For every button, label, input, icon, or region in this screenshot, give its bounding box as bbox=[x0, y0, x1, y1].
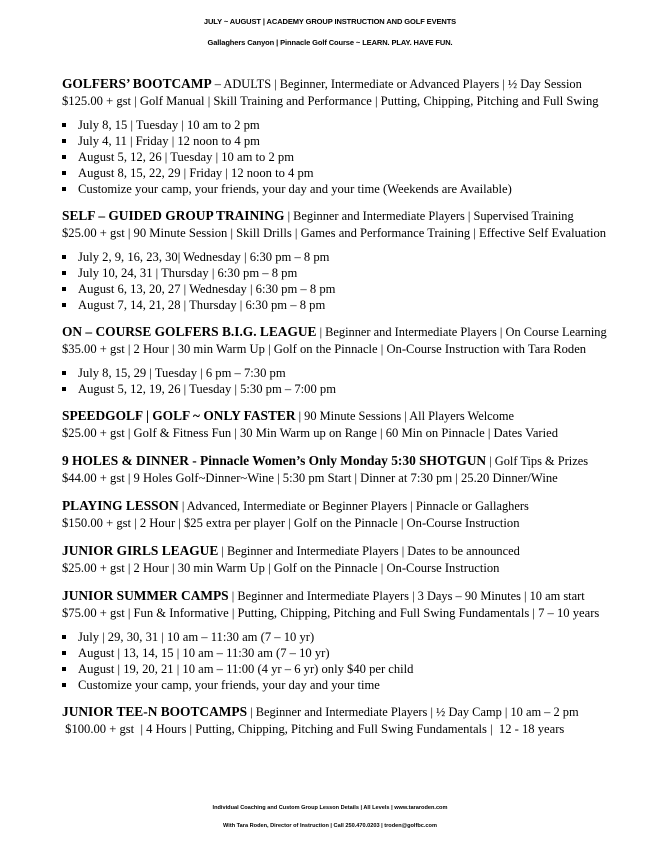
list-item-text: August 8, 15, 22, 29 | Friday | 12 noon to 4 pm bbox=[78, 166, 314, 180]
list-item-text: July 2, 9, 16, 23, 30| Wednesday | 6:30 pm – 8 pm bbox=[78, 250, 330, 264]
section-junior-teen-bootcamps bbox=[62, 703, 654, 738]
section-title: JUNIOR SUMMER CAMPS bbox=[62, 588, 229, 603]
bullet-icon bbox=[62, 139, 66, 143]
section-title: JUNIOR TEE-N BOOTCAMPS bbox=[62, 704, 248, 719]
program-list bbox=[62, 75, 654, 738]
section-big-league bbox=[62, 323, 654, 397]
bullet-icon bbox=[62, 371, 66, 375]
document-title: JULY ~ AUGUST | ACADEMY GROUP INSTRUCTION AND GOLF EVENTS bbox=[203, 17, 457, 26]
list-item bbox=[62, 629, 654, 645]
bullet-icon bbox=[62, 303, 66, 307]
list-item bbox=[62, 117, 654, 133]
section-junior-summer-camps bbox=[62, 587, 654, 693]
list-item bbox=[62, 645, 654, 661]
list-item bbox=[62, 165, 654, 181]
list-item-text: August | 19, 20, 21 | 10 am – 11:00 (4 yr – 6 yr) only $40 per child bbox=[78, 662, 414, 676]
section-nine-holes-dinner bbox=[62, 452, 654, 487]
section-title: ON – COURSE GOLFERS B.I.G. LEAGUE bbox=[62, 324, 317, 339]
section-price-line: $150.00 + gst | 2 Hour | $25 extra per player | Golf on the Pinnacle | On-Course Instruction bbox=[62, 516, 520, 530]
list-item-text: August 7, 14, 21, 28 | Thursday | 6:30 pm – 8 pm bbox=[78, 298, 326, 312]
section-price-line: $125.00 + gst | Golf Manual | Skill Training and Performance | Putting, Chipping, Pitching and Full Swing bbox=[62, 94, 599, 108]
list-item-text: August 6, 13, 20, 27 | Wednesday | 6:30 pm – 8 pm bbox=[78, 282, 336, 296]
section-details: – ADULTS | Beginner, Intermediate or Advanced Players | ½ Day Session bbox=[211, 77, 582, 91]
section-title: PLAYING LESSON bbox=[62, 498, 179, 513]
list-item bbox=[62, 281, 654, 297]
bullet-icon bbox=[62, 187, 66, 191]
section-price-line: $25.00 + gst | 90 Minute Session | Skill Drills | Games and Performance Training | Effective Self Evaluation bbox=[62, 226, 607, 240]
section-title: GOLFERS’ BOOTCAMP bbox=[62, 76, 212, 91]
schedule-list bbox=[62, 117, 654, 197]
list-item-text: July 10, 24, 31 | Thursday | 6:30 pm – 8 pm bbox=[78, 266, 298, 280]
section-details: | Beginner and Intermediate Players | Supervised Training bbox=[284, 209, 574, 223]
list-item-text: July 8, 15 | Tuesday | 10 am to 2 pm bbox=[78, 118, 260, 132]
list-item-text: August 5, 12, 26 | Tuesday | 10 am to 2 pm bbox=[78, 150, 294, 164]
footer-contact-line-2: With Tara Roden, Director of Instruction | Call 250.470.0203 | troden@golfbc.com bbox=[223, 823, 437, 829]
section-heading bbox=[62, 75, 654, 93]
section-details: | Beginner and Intermediate Players | Dates to be announced bbox=[218, 544, 520, 558]
list-item-text: August 5, 12, 19, 26 | Tuesday | 5:30 pm – 7:00 pm bbox=[78, 382, 336, 396]
list-item-text: Customize your camp, your friends, your day and your time (Weekends are Available) bbox=[78, 182, 512, 196]
section-price-line: $44.00 + gst | 9 Holes Golf~Dinner~Wine | 5:30 pm Start | Dinner at 7:30 pm | 25.20 Dinner/Wine bbox=[62, 471, 558, 485]
section-heading bbox=[62, 497, 654, 515]
section-details: | 90 Minute Sessions | All Players Welcome bbox=[295, 409, 514, 423]
footer-contact-line-1: Individual Coaching and Custom Group Lesson Details | All Levels | www.tararoden.com bbox=[212, 805, 448, 811]
list-item bbox=[62, 365, 654, 381]
document-subtitle: Gallaghers Canyon | Pinnacle Golf Course ~ LEARN. PLAY. HAVE FUN. bbox=[207, 38, 453, 47]
list-item-text: July 4, 11 | Friday | 12 noon to 4 pm bbox=[78, 134, 260, 148]
section-price-line: $25.00 + gst | Golf & Fitness Fun | 30 Min Warm up on Range | 60 Min on Pinnacle | Dates Varied bbox=[62, 426, 558, 440]
section-heading bbox=[62, 407, 654, 425]
list-item bbox=[62, 381, 654, 397]
section-details: | Golf Tips & Prizes bbox=[486, 454, 589, 468]
section-details: | Beginner and Intermediate Players | ½ Day Camp | 10 am – 2 pm bbox=[247, 705, 579, 719]
section-price-line: $100.00 + gst | 4 Hours | Putting, Chipping, Pitching and Full Swing Fundamentals | 12 - 18 years bbox=[62, 722, 565, 736]
bullet-icon bbox=[62, 171, 66, 175]
section-title: SELF – GUIDED GROUP TRAINING bbox=[62, 208, 285, 223]
bullet-icon bbox=[62, 123, 66, 127]
schedule-list bbox=[62, 629, 654, 693]
list-item-text: August | 13, 14, 15 | 10 am – 11:30 am (7 – 10 yr) bbox=[78, 646, 330, 660]
section-heading bbox=[62, 587, 654, 605]
list-item-text: July 8, 15, 29 | Tuesday | 6 pm – 7:30 pm bbox=[78, 366, 286, 380]
section-price-line: $75.00 + gst | Fun & Informative | Putting, Chipping, Pitching and Full Swing Fundamentals | 7 – 10 years bbox=[62, 606, 600, 620]
section-heading bbox=[62, 452, 654, 470]
section-heading bbox=[62, 703, 654, 721]
section-title: JUNIOR GIRLS LEAGUE bbox=[62, 543, 219, 558]
section-price-line: $35.00 + gst | 2 Hour | 30 min Warm Up | Golf on the Pinnacle | On-Course Instruction with Tara Roden bbox=[62, 342, 587, 356]
bullet-icon bbox=[62, 271, 66, 275]
section-playing-lesson bbox=[62, 497, 654, 532]
list-item-text: Customize your camp, your friends, your day and your time bbox=[78, 678, 380, 692]
section-heading bbox=[62, 323, 654, 341]
list-item bbox=[62, 249, 654, 265]
section-details: | Beginner and Intermediate Players | 3 Days – 90 Minutes | 10 am start bbox=[228, 589, 585, 603]
section-price-line: $25.00 + gst | 2 Hour | 30 min Warm Up | Golf on the Pinnacle | On-Course Instruction bbox=[62, 561, 500, 575]
section-details: | Advanced, Intermediate or Beginner Players | Pinnacle or Gallaghers bbox=[178, 499, 529, 513]
list-item bbox=[62, 297, 654, 313]
list-item-text: July | 29, 30, 31 | 10 am – 11:30 am (7 – 10 yr) bbox=[78, 630, 315, 644]
list-item bbox=[62, 149, 654, 165]
section-heading bbox=[62, 207, 654, 225]
section-title: SPEEDGOLF | GOLF ~ ONLY FASTER bbox=[62, 408, 296, 423]
section-title: 9 HOLES & DINNER - Pinnacle Women’s Only Monday 5:30 SHOTGUN bbox=[62, 453, 487, 468]
schedule-list bbox=[62, 249, 654, 313]
section-self-guided-training bbox=[62, 207, 654, 313]
bullet-icon bbox=[62, 635, 66, 639]
section-golfers-bootcamp bbox=[62, 75, 654, 197]
bullet-icon bbox=[62, 387, 66, 391]
bullet-icon bbox=[62, 683, 66, 687]
list-item bbox=[62, 265, 654, 281]
list-item bbox=[62, 133, 654, 149]
list-item bbox=[62, 661, 654, 677]
section-heading bbox=[62, 542, 654, 560]
schedule-list bbox=[62, 365, 654, 397]
bullet-icon bbox=[62, 155, 66, 159]
section-speedgolf bbox=[62, 407, 654, 442]
bullet-icon bbox=[62, 287, 66, 291]
list-item bbox=[62, 677, 654, 693]
list-item bbox=[62, 181, 654, 197]
bullet-icon bbox=[62, 667, 66, 671]
section-junior-girls-league bbox=[62, 542, 654, 577]
bullet-icon bbox=[62, 651, 66, 655]
bullet-icon bbox=[62, 255, 66, 259]
section-details: | Beginner and Intermediate Players | On Course Learning bbox=[316, 325, 607, 339]
